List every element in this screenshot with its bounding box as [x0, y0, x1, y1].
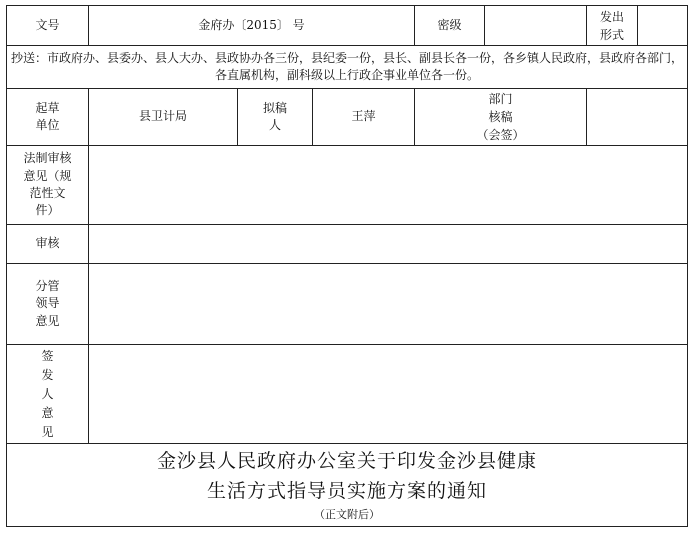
leader-opinion-field[interactable] — [89, 264, 688, 345]
distribution-row — [7, 46, 688, 89]
issue-form-value — [638, 6, 688, 45]
secrecy-value — [485, 6, 587, 46]
document-title-line2: 生活方式指导员实施方案的通知 — [207, 480, 488, 502]
signer-opinion-field[interactable] — [89, 345, 688, 444]
document-form — [6, 5, 688, 527]
issue-form-cell — [587, 6, 687, 45]
document-title-line1: 金沙县人民政府办公室关于印发金沙县健康 — [157, 450, 538, 472]
distribution-text: 抄送：市政府办、县委办、县人大办、县政协办各三份，县纪委一份，县长、副县长各一份，各乡镇人民政府，县政府各部门，各直属机构，副科级以上行政企事业单位各一份。 — [7, 46, 688, 89]
doc-no-label: 文号 — [7, 6, 89, 46]
review-label: 审核 — [7, 225, 89, 264]
dept-check-value — [587, 89, 688, 146]
review-row — [7, 225, 688, 264]
header-row — [7, 6, 688, 46]
leader-opinion-row — [7, 264, 688, 345]
drafting-unit-label: 起草 单位 — [7, 89, 89, 146]
signer-opinion-row — [7, 345, 688, 444]
attachment-note: （正文附后） — [314, 508, 380, 521]
legal-review-label: 法制审核 意见（规 范性文 件） — [7, 146, 89, 225]
signer-opinion-label: 签 发 人 意 见 — [7, 345, 89, 444]
legal-review-row — [7, 146, 688, 225]
drafting-unit-value: 县卫计局 — [89, 89, 238, 146]
issue-form-label: 发出 形式 — [587, 6, 638, 45]
review-field[interactable] — [89, 225, 688, 264]
legal-review-field[interactable] — [89, 146, 688, 225]
drafting-row — [7, 89, 688, 146]
doc-no-value: 金府办〔2015〕 号 — [89, 6, 415, 46]
secrecy-label: 密级 — [415, 6, 485, 46]
leader-opinion-label: 分管 领导 意见 — [7, 264, 89, 345]
dept-check-label: 部门 核稿 （会签） — [415, 89, 587, 146]
drafter-label: 拟稿 人 — [238, 89, 313, 146]
title-row — [7, 444, 688, 527]
drafter-value: 王萍 — [313, 89, 415, 146]
